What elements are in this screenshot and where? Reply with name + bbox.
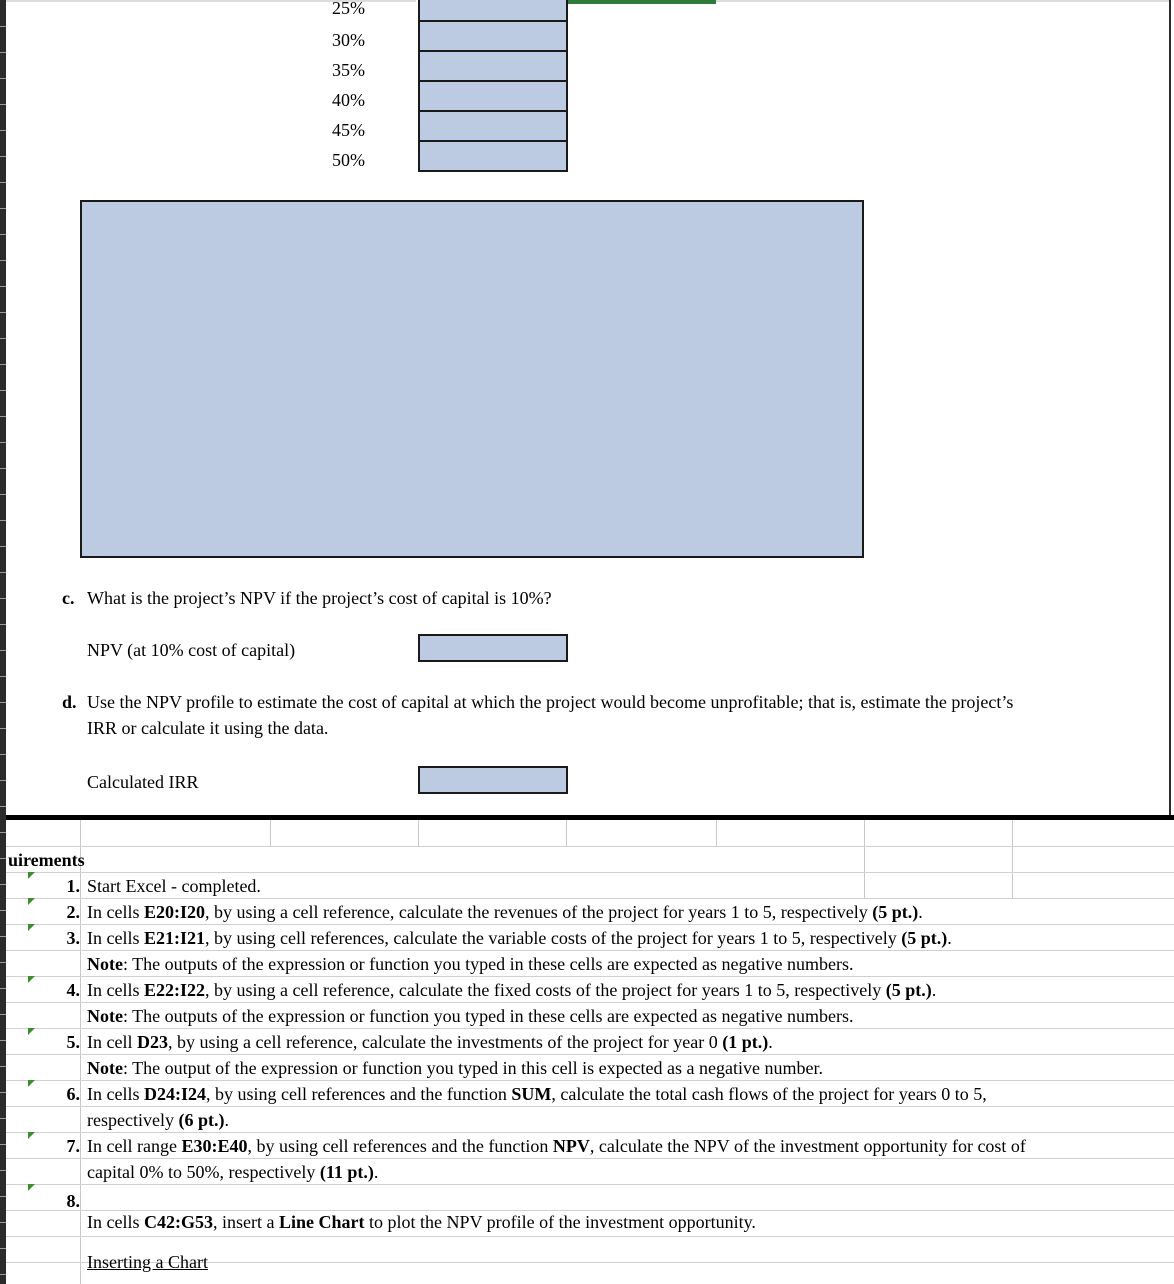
row-divider xyxy=(0,52,6,53)
grid-row-line xyxy=(6,924,1174,925)
row-divider xyxy=(0,884,6,885)
grid-row-line xyxy=(6,1106,1174,1107)
row-divider xyxy=(0,754,6,755)
comment-indicator-icon[interactable] xyxy=(28,1028,35,1035)
npv-rate-cell[interactable] xyxy=(418,50,568,82)
row-divider xyxy=(0,1222,6,1223)
row-divider xyxy=(0,1196,6,1197)
requirement-text: Note: The outputs of the expression or function you typed in these cells are expected as negative numbers. xyxy=(87,954,854,974)
comment-indicator-icon[interactable] xyxy=(28,1132,35,1139)
question-d-line2: IRR or calculate it using the data. xyxy=(87,718,329,738)
row-divider xyxy=(0,1274,6,1275)
row-divider xyxy=(0,26,6,27)
row-divider xyxy=(0,962,6,963)
row-divider xyxy=(0,104,6,105)
grid-column-line xyxy=(1012,820,1013,898)
requirement-text: In cells D24:I24, by using cell references and the function SUM, calculate the total cash flows of the project for years 0 to 5, xyxy=(87,1084,987,1104)
comment-indicator-icon[interactable] xyxy=(28,1184,35,1191)
row-divider xyxy=(0,208,6,209)
row-divider xyxy=(0,780,6,781)
grid-column-line xyxy=(418,820,419,846)
grid-row-line xyxy=(6,976,1174,977)
requirement-text: In cell D23, by using a cell reference, calculate the investments of the project for year 0 (1 pt.). xyxy=(87,1032,773,1052)
row-divider xyxy=(0,390,6,391)
grid-row-line xyxy=(6,1158,1174,1159)
row-divider xyxy=(0,572,6,573)
row-divider xyxy=(0,520,6,521)
grid-row-line xyxy=(6,846,1174,847)
rate-label: 35% xyxy=(332,60,365,80)
row-divider xyxy=(0,1170,6,1171)
npv-10-cell[interactable] xyxy=(418,634,568,662)
row-divider xyxy=(0,494,6,495)
comment-indicator-icon[interactable] xyxy=(28,924,35,931)
row-divider xyxy=(0,988,6,989)
grid-column-line xyxy=(566,820,567,846)
row-divider xyxy=(0,598,6,599)
row-divider xyxy=(0,1092,6,1093)
question-d-line1: Use the NPV profile to estimate the cost of capital at which the project would become unprofitable; that is, estimate the project’s xyxy=(87,692,1014,712)
row-divider xyxy=(0,1040,6,1041)
rate-label: 50% xyxy=(332,150,365,170)
comment-indicator-icon[interactable] xyxy=(28,872,35,879)
npv-rate-cell[interactable] xyxy=(418,20,568,52)
requirement-text: Start Excel - completed. xyxy=(87,876,261,896)
grid-row-line xyxy=(6,1184,1174,1185)
grid-row-line xyxy=(6,1236,1174,1237)
row-divider xyxy=(0,702,6,703)
requirement-text: In cells E21:I21, by using cell references, calculate the variable costs of the project for years 1 to 5, respectively (5 pt.). xyxy=(87,928,952,948)
grid-row-line xyxy=(6,1210,1174,1211)
row-divider xyxy=(0,364,6,365)
irr-label: Calculated IRR xyxy=(87,772,199,792)
requirement-number: 3. xyxy=(66,928,80,948)
npv-rate-cell[interactable] xyxy=(418,140,568,172)
row-divider xyxy=(0,910,6,911)
rate-label: 25% xyxy=(332,0,365,18)
rate-label: 30% xyxy=(332,30,365,50)
requirements-heading: uirements xyxy=(8,850,85,870)
row-divider xyxy=(0,676,6,677)
grid-row-line xyxy=(6,950,1174,951)
npv-rate-cell[interactable] xyxy=(418,110,568,142)
row-divider xyxy=(0,1118,6,1119)
row-divider xyxy=(0,1014,6,1015)
row-divider xyxy=(0,936,6,937)
row-divider xyxy=(0,1066,6,1067)
row-divider xyxy=(0,286,6,287)
grid-row-line xyxy=(6,1132,1174,1133)
row-divider xyxy=(0,338,6,339)
row-divider xyxy=(0,130,6,131)
comment-indicator-icon[interactable] xyxy=(28,1080,35,1087)
rate-label: 40% xyxy=(332,90,365,110)
row-divider xyxy=(0,832,6,833)
section-divider xyxy=(6,815,1174,820)
inserting-chart-heading[interactable]: Inserting a Chart xyxy=(87,1252,208,1272)
row-divider xyxy=(0,1248,6,1249)
requirement-text: Note: The output of the expression or function you typed in this cell is expected as a negative number. xyxy=(87,1058,823,1078)
requirement-text: Note: The outputs of the expression or function you typed in these cells are expected as negative numbers. xyxy=(87,1006,854,1026)
npv-rate-cell[interactable] xyxy=(418,80,568,112)
requirement-text: In cells E22:I22, by using a cell reference, calculate the fixed costs of the project for years 1 to 5, respectively (5 pt.). xyxy=(87,980,937,1000)
requirement-number: 2. xyxy=(66,902,80,922)
row-divider xyxy=(0,442,6,443)
row-divider xyxy=(0,416,6,417)
row-divider xyxy=(0,312,6,313)
grid-row-line xyxy=(6,898,1174,899)
grid-row-line xyxy=(6,872,1174,873)
requirement-number: 1. xyxy=(66,876,80,896)
npv-rate-cell[interactable] xyxy=(418,0,568,22)
row-divider xyxy=(0,858,6,859)
grid-row-line xyxy=(6,1080,1174,1081)
grid-row-line xyxy=(6,1028,1174,1029)
row-divider xyxy=(0,624,6,625)
right-border xyxy=(1169,0,1171,818)
grid-column-line xyxy=(80,820,81,1284)
comment-indicator-icon[interactable] xyxy=(28,976,35,983)
row-divider xyxy=(0,468,6,469)
requirement-text: In cell range E30:E40, by using cell references and the function NPV, calculate the NPV of the investment opportunity for cost of xyxy=(87,1136,1026,1156)
grid-column-line xyxy=(864,820,865,898)
truncated-line xyxy=(87,1278,1017,1284)
requirement-number: 7. xyxy=(66,1136,80,1156)
requirement-text: respectively (6 pt.). xyxy=(87,1110,229,1130)
row-divider xyxy=(0,806,6,807)
grid-column-line xyxy=(716,820,717,846)
requirement-number: 4. xyxy=(66,980,80,1000)
requirement-text: capital 0% to 50%, respectively (11 pt.). xyxy=(87,1162,379,1182)
question-d-letter: d. xyxy=(62,692,77,712)
grid-row-line xyxy=(6,1054,1174,1055)
row-divider xyxy=(0,546,6,547)
row-divider xyxy=(0,728,6,729)
selection-border xyxy=(566,0,716,4)
top-grid-line-right xyxy=(716,0,1171,2)
npv-chart-area[interactable] xyxy=(80,200,864,558)
irr-cell[interactable] xyxy=(418,766,568,794)
requirement-number: 5. xyxy=(66,1032,80,1052)
row-divider xyxy=(0,260,6,261)
comment-indicator-icon[interactable] xyxy=(28,898,35,905)
grid-row-line xyxy=(6,1002,1174,1003)
npv-10-label: NPV (at 10% cost of capital) xyxy=(87,640,296,660)
requirement-text: In cells C42:G53, insert a Line Chart to plot the NPV profile of the investment opportunity. xyxy=(87,1212,756,1232)
row-divider xyxy=(0,78,6,79)
requirement-number: 6. xyxy=(66,1084,80,1104)
question-c-text: What is the project’s NPV if the project’s cost of capital is 10%? xyxy=(87,588,552,608)
row-divider xyxy=(0,650,6,651)
grid-column-line xyxy=(270,820,271,846)
row-divider xyxy=(0,156,6,157)
rate-label: 45% xyxy=(332,120,365,140)
requirement-text: In cells E20:I20, by using a cell reference, calculate the revenues of the project for years 1 to 5, respectively (5 pt.). xyxy=(87,902,923,922)
row-divider xyxy=(0,1144,6,1145)
requirement-number: 8. xyxy=(66,1191,80,1211)
row-divider xyxy=(0,182,6,183)
question-c-letter: c. xyxy=(62,588,75,608)
row-divider xyxy=(0,234,6,235)
